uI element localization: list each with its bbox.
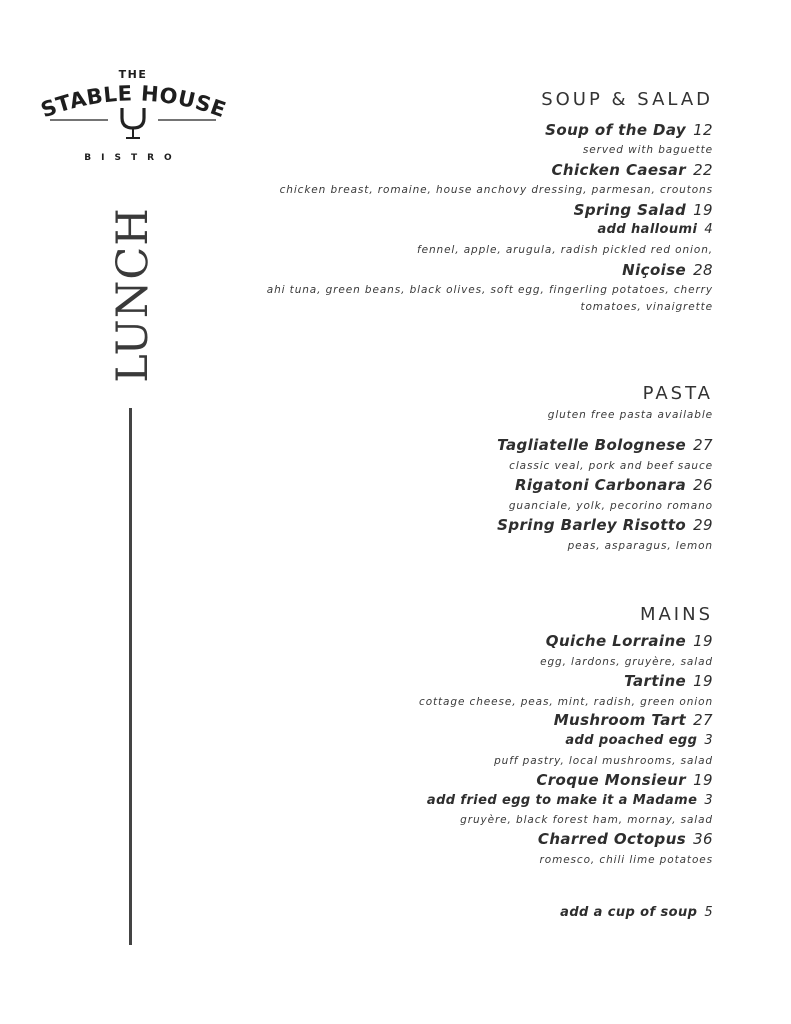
addon-name: add fried egg to make it a Madame: [426, 793, 698, 808]
logo-sub-text: BISTRO: [84, 153, 182, 163]
item-price: 26: [693, 476, 713, 494]
item-name: Soup of the Day: [545, 121, 687, 139]
item-price: 29: [693, 516, 713, 534]
addon-price: 4: [704, 222, 713, 237]
menu-item-chicken-caesar: [552, 161, 713, 179]
item-description: guanciale, yolk, pecorino romano: [508, 500, 713, 512]
logo-main-text: STABLE HOUSE: [37, 81, 230, 123]
addon-name: add halloumi: [597, 222, 698, 237]
item-description: served with baguette: [582, 144, 713, 156]
menu-item-soup-of-the-day: [545, 121, 713, 139]
menu-addon-halloumi: [597, 222, 713, 237]
addon-name: add poached egg: [565, 733, 698, 748]
item-name: Rigatoni Carbonara: [514, 476, 687, 494]
item-price: 28: [693, 261, 713, 279]
section-title-pasta: PASTA: [642, 383, 713, 404]
menu-item-charred-octopus: [538, 830, 713, 848]
item-name: Spring Salad: [573, 201, 687, 219]
menu-item-spring-barley-risotto: [497, 516, 713, 534]
item-name: Charred Octopus: [537, 830, 687, 848]
section-title-soup-salad: SOUP & SALAD: [541, 89, 713, 110]
item-price: 12: [693, 121, 713, 139]
menu-extra-cup-of-soup: [560, 905, 713, 920]
item-name: Tartine: [624, 672, 687, 690]
extra-price: 5: [704, 905, 713, 920]
addon-price: 3: [704, 733, 713, 748]
logo-top-text: THE: [118, 68, 148, 81]
menu-title: LUNCH: [108, 207, 158, 383]
item-price: 27: [693, 711, 713, 729]
item-name: Niçoise: [622, 261, 687, 279]
logo: [36, 64, 231, 164]
menu-item-tagliatelle-bolognese: [497, 436, 713, 454]
horseshoe-glass-icon: [122, 108, 144, 138]
item-price: 22: [693, 161, 713, 179]
item-name: Quiche Lorraine: [545, 632, 687, 650]
item-price: 19: [693, 771, 713, 789]
item-name: Croque Monsieur: [536, 771, 687, 789]
menu-item-mushroom-tart: [554, 711, 713, 729]
item-description: gruyère, black forest ham, mornay, salad: [460, 814, 713, 826]
menu-item-rigatoni-carbonara: [515, 476, 713, 494]
item-name: Mushroom Tart: [553, 711, 687, 729]
section-title-mains: MAINS: [639, 604, 713, 625]
menu-item-nicoise: [622, 261, 713, 279]
item-description: fennel, apple, arugula, radish pickled red onion,: [417, 244, 713, 256]
item-description: puff pastry, local mushrooms, salad: [494, 755, 713, 767]
item-description-line-2: tomatoes, vinaigrette: [580, 301, 713, 313]
extra-name: add a cup of soup: [560, 905, 698, 920]
item-name: Chicken Caesar: [551, 161, 687, 179]
item-description: romesco, chili lime potatoes: [539, 854, 713, 866]
item-price: 19: [693, 632, 713, 650]
item-price: 19: [693, 672, 713, 690]
item-price: 27: [693, 436, 713, 454]
item-description: classic veal, pork and beef sauce: [509, 460, 713, 472]
section-note: gluten free pasta available: [547, 409, 713, 421]
item-name: Tagliatelle Bolognese: [497, 436, 687, 454]
item-description: chicken breast, romaine, house anchovy dressing, parmesan, croutons: [279, 184, 713, 196]
menu-item-spring-salad: [574, 201, 713, 219]
item-description-line-1: ahi tuna, green beans, black olives, soft egg, fingerling potatoes, cherry: [266, 284, 713, 296]
menu-item-tartine: [624, 672, 713, 690]
item-price: 36: [693, 830, 713, 848]
menu-item-quiche-lorraine: [546, 632, 713, 650]
addon-price: 3: [704, 793, 713, 808]
menu-addon-fried-egg: [427, 793, 713, 808]
item-name: Spring Barley Risotto: [497, 516, 687, 534]
menu-addon-poached-egg: [565, 733, 713, 748]
item-description: egg, lardons, gruyère, salad: [540, 656, 713, 668]
item-description: cottage cheese, peas, mint, radish, green onion: [419, 696, 713, 708]
vertical-divider: [129, 408, 132, 945]
item-price: 19: [693, 201, 713, 219]
menu-item-croque-monsieur: [536, 771, 713, 789]
item-description: peas, asparagus, lemon: [567, 540, 713, 552]
